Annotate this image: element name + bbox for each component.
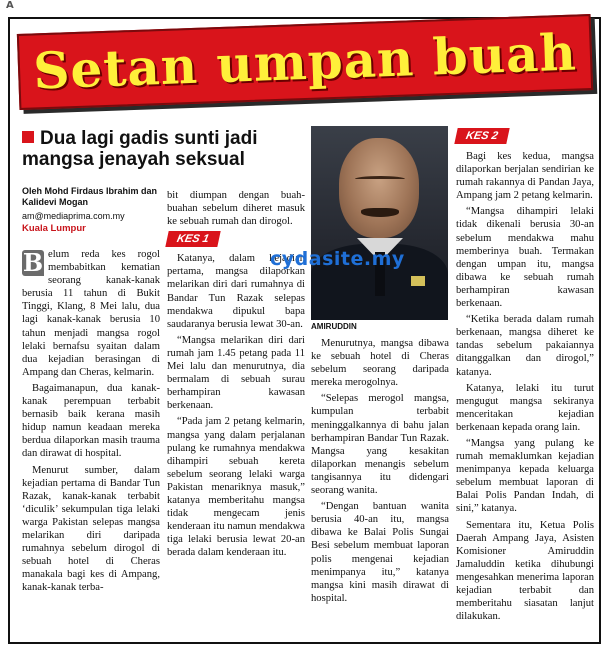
headline <box>22 128 312 170</box>
dropcap: B <box>22 248 44 277</box>
kes-1-tag: KES 1 <box>165 231 220 247</box>
top-strip <box>0 0 608 14</box>
byline-authors: Oleh Mohd Firdaus Ibrahim dan Kalidevi Mogan <box>22 186 158 207</box>
watermark: cydasite.my <box>270 248 405 270</box>
kes-2-tag: KES 2 <box>454 128 509 144</box>
headline-text: Dua lagi gadis sunti jadi mangsa jenayah seksual <box>22 128 258 170</box>
paragraph: Sementara itu, Ketua Polis Daerah Ampang Jaya, Asisten Komisioner Amiruddin Jamaluddin ketika dihubungi mengesahkan menerima laporan kejadian terbabit dan memberitahu siasatan lanjut dilakukan. <box>456 519 594 623</box>
banner-title: Setan umpan buah <box>32 22 578 101</box>
paragraph: Bagaimanapun, dua kanak-kanak perempuan terbabit bernasib baik kerana masih hidup namun keadaan mereka berdua dilaporkan masih trauma dan dirawat di hospital. <box>22 382 160 460</box>
paragraph: “Ketika berada dalam rumah berkenaan, mangsa diheret ke tandas sebelum pakaiannya ditanggalkan dan dirogol,” katanya. <box>456 314 594 378</box>
photo-mustache <box>361 208 399 217</box>
photo-caption: AMIRUDDIN <box>311 322 357 331</box>
paragraph: Menurut sumber, dalam kejadian pertama di Bandar Tun Razak, kanak-kanak terbabit ‘diculik’ sekumpulan tiga lelaki warga Pakistan selepas mangsa melarikan diri daripada rumahnya sebelum dirogol di sebuah hotel di Cheras manakala bagi kes di Ampang, kanak-kanak terba- <box>22 464 160 594</box>
column-3 <box>311 337 449 608</box>
column-2 <box>167 189 305 562</box>
byline-email[interactable]: am@mediaprima.com.my <box>22 211 125 221</box>
photo-badge <box>411 276 425 286</box>
photo-brow <box>355 176 405 182</box>
column-4 <box>456 128 594 626</box>
column-1 <box>22 248 160 597</box>
paragraph: “Selepas merogol mangsa, kumpulan terbabit meninggalkannya di bahu jalan berhampiran Bandar Tun Razak. Mangsa yang kesakitan dilaporkan menangis sebelum tangisannya itu didengari seorang wanita. <box>311 393 449 497</box>
portrait-photo <box>311 126 448 320</box>
paragraph: “Mangsa melarikan diri dari rumah jam 1.45 petang pada 11 Mei lalu dan menurutnya, dia bermalam di sebuah surau berhampiran kawasan berkenaan. <box>167 334 305 412</box>
top-mark: A <box>6 0 14 11</box>
paragraph: “Pada jam 2 petang kelmarin, mangsa yang dalam perjalanan pulang ke rumahnya mendakwa dihampiri sebuah kereta sebelum seorang lelaki warga Pakistan menariknya masuk,” katanya memberitahu mangsa tidak mengecam jenis kenderaan itu namun mendakwa tiga lelaki berusia lewat 20-an berada dalam kenderaan itu. <box>167 416 305 559</box>
paragraph: Bagi kes kedua, mangsa dilaporkan berjalan sendirian ke rumah rakannya di Pandan Jaya, Ampang jam 2 petang kelmarin. <box>456 151 594 202</box>
paragraph: Katanya, lelaki itu turut mengugut mangsa sekiranya menceritakan kejadian berkenaan kepada orang lain. <box>456 382 594 433</box>
red-square-icon <box>22 131 34 143</box>
paragraph-text: elum reda kes rogol membabitkan kematian seorang kanak-kanak berusia 11 tahun di Bukit Tinggi, Klang, 8 Mei lalu, dua lagi kanak-kanak berusia 10 tahun menjadi mangsa rogol lelaki bernafsu syaitan dalam dua kejadian berasingan di Ampang dan Cheras, kelmarin. <box>22 249 160 378</box>
kes-1-heading <box>167 231 305 247</box>
byline-place: Kuala Lumpur <box>22 223 86 234</box>
kes-2-heading <box>456 128 594 144</box>
paragraph: “Mangsa yang pulang ke rumah memaklumkan kejadian menimpanya kepada keluarga sebelum membuat laporan di Balai Polis Pandan Indah, di sini,” katanya. <box>456 437 594 515</box>
paragraph <box>22 248 160 379</box>
paragraph: “Mangsa dihampiri lelaki tidak dikenali berusia 30-an sebelum mendakwa mahu memberinya buah. Termakan dengan umpan itu, mangsa dibawa ke sebuah rumah berhampiran kawasan berkenaan. <box>456 206 594 310</box>
paragraph: “Dengan bantuan wanita berusia 40-an itu, mangsa dibawa ke Balai Polis Sungai Besi sebelum membuat laporan polis mengenai kejadian menimpanya itu,” katanya mangsa kini masih dirawat di hospital. <box>311 501 449 604</box>
photo-head <box>339 138 419 238</box>
paragraph: bit diumpan dengan buah-buahan sebelum diheret masuk ke sebuah rumah dan dirogol. <box>167 190 305 228</box>
paragraph: Katanya, dalam kejadian pertama, mangsa dilaporkan melarikan diri dari rumahnya di Bandar Tun Razak selepas mendakwa dipukul bapa saudaranya berusia lewat 30-an. <box>167 253 305 330</box>
paragraph: Menurutnya, mangsa dibawa ke sebuah hotel di Cheras sebelum seorang daripada mereka merogolnya. <box>311 338 449 389</box>
